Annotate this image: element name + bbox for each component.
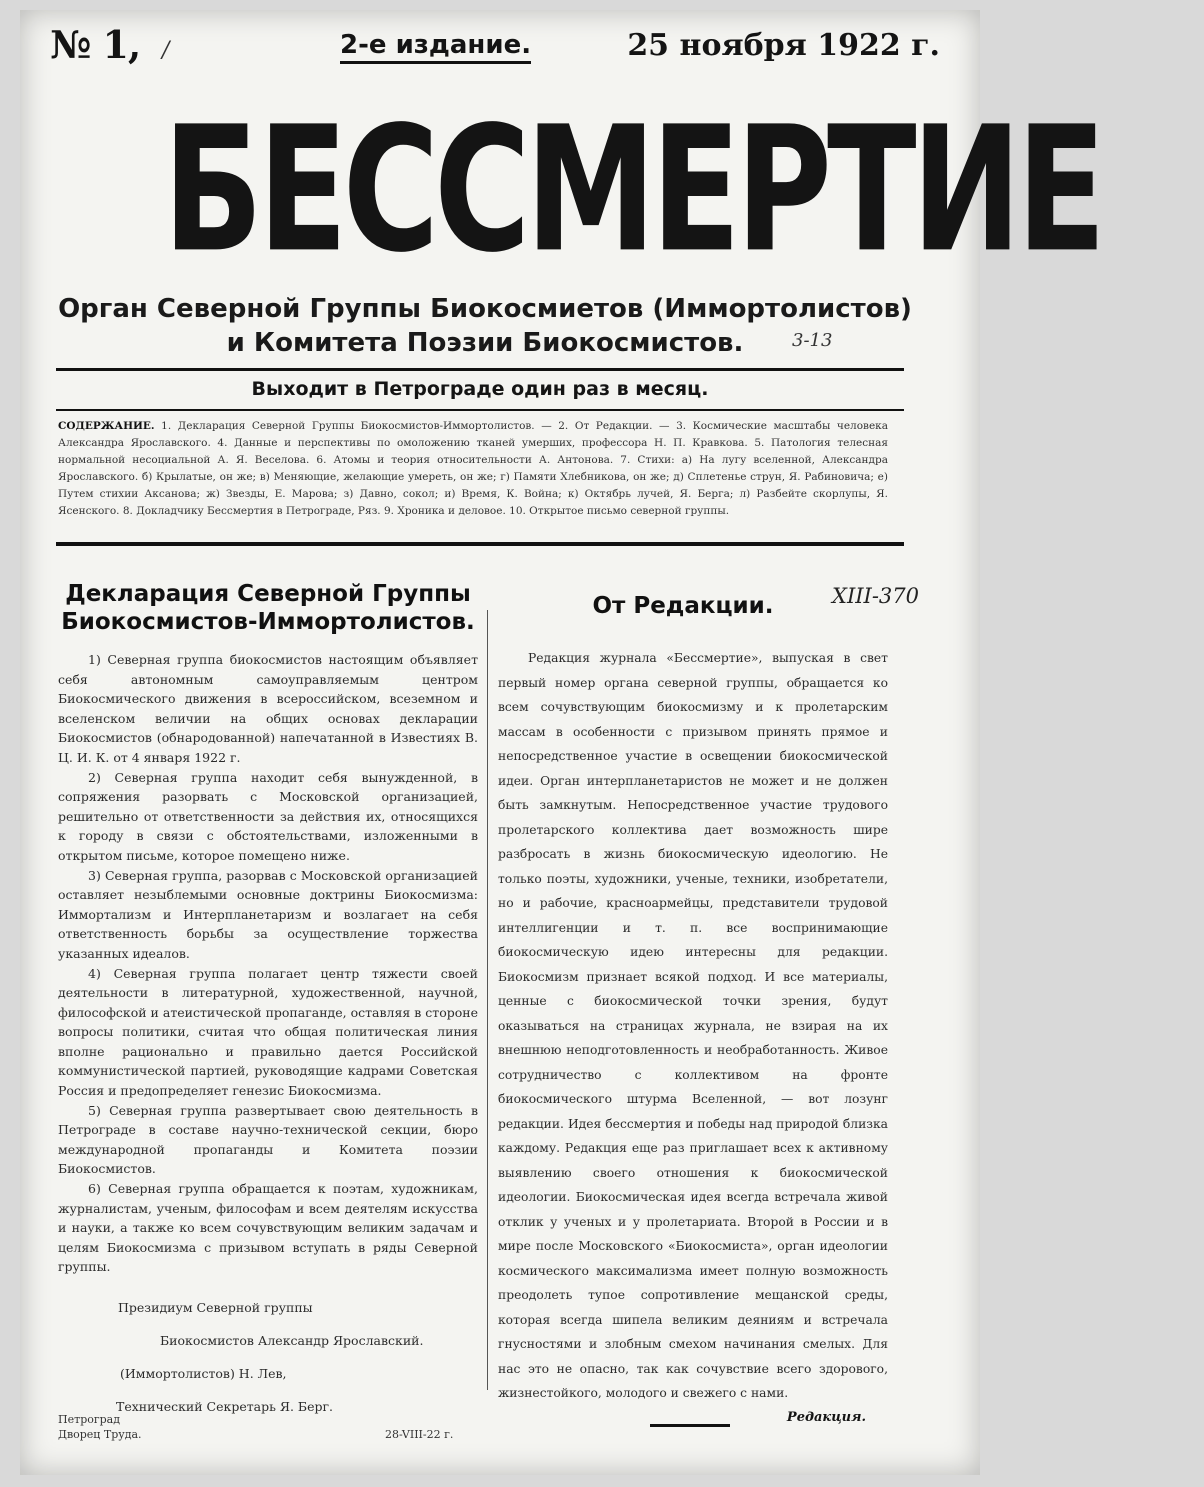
subtitle-line-2: и Комитета Поэзии Биокосмистов.	[226, 328, 744, 358]
imprint-venue: Дворец Труда.	[58, 1428, 142, 1441]
declaration-paragraph: 5) Северная группа развертывает свою деятельность в Петрограде в составе научно-технической секции, бюро международной пропаганды и Комитета поэзии Биокосмистов.	[58, 1102, 478, 1177]
column-divider	[487, 610, 488, 1390]
signature-line: (Иммортолистов) Н. Лев,	[120, 1366, 287, 1381]
subtitle-handwritten-mark: 3-13	[792, 330, 833, 351]
editorial-paragraph: Редакция журнала «Бессмертие», выпуская в свет первый номер органа северной группы, обращается ко всем сочувствующим биокосмизму и к пролетарским массам в особенности с призывом принять прямое и непосредственное участие в освещении биокосмической идеи. Орган интерпланетаристов не может и не должен быть замкнутым. Непосредственное участие трудового пролетарского коллектива дает возможность шире разбросать в жизнь биокосмическую идеологию. Не только поэты, художники, ученые, техники, изобретатели, но и рабочие, красноармейцы, представители трудовой интеллигенции и т. п. все воспринимающие биокосмическую идею интересны для редакции. Биокосмизм признает всякой подход. И все материалы, ценные с биокосмической точки зрения, будут оказываться на страницах журнала, не взирая на их внешнюю неподготовленность и необработанность. Живое сотрудничество с коллективом на фронте биокосмического штурма Вселенной, — вот лозунг редакции. Идея бессмертия и победы над природой близка каждому. Редакция еще раз приглашает всех к активному выявлению своего отношения к биокосмической идеологии. Биокосмическая идея всегда встречала живой отклик у ученых и у пролетариата. Второй в России и в мире после Московского «Биокосмиста», орган идеологии космического максимализма имеет полную возможность преодолеть тупое сопротивление мещанской среды, которая всегда шипела великим деяниям и встречала гнусностями и злобным смехом начинания смелых. Для нас это не опасно, так как сочувствие всего здорового, жизнестойкого, молодого и свежего с нами.	[498, 651, 888, 1400]
contents-text: 1. Декларация Северной Группы Биокосмистов-Иммортолистов. — 2. От Редакции. — 3. Космические масштабы человека Александра Ярославского. 4. Данные и перспективы по омоложению тканей умерших, профессора Н. П. Кравкова. 5. Патология телесная нормальной несоциальной А. Я. Веселова. 6. Атомы и теория относительности А. Антонова. 7. Стихи: а) На лугу вселенной, Александра Ярославского. б) Крылатые, он же; в) Меняющие, желающие умереть, он же; г) Памяти Хлебникова, он же; д) Сплетенье струн, Я. Рабиновича; е) Путем стихии Аксанова; ж) Звезды, Е. Марова; з) Давно, сокол; и) Время, К. Война; к) Октябрь лучей, Я. Берга; л) Разбейте скорлупы, Я. Ясенского. 8. Докладчику Бессмертия в Петрограде, Ряз. 9. Хроника и деловое. 10. Открытое письмо северной группы.	[58, 420, 888, 517]
editorial-heading: От Редакции.	[592, 593, 774, 619]
table-of-contents	[58, 418, 888, 538]
declaration-heading-line-2: Биокосмистов-Иммортолистов.	[61, 609, 475, 635]
masthead-title: БЕССМЕРТИЕ	[162, 88, 1102, 291]
declaration-paragraph: 1) Северная группа биокосмистов настоящим объявляет себя автономным самоуправляемым центром Биокосмического движения в всероссийском, всеземном и вселенском величии на общих основах декларации Биокосмистов (обнародованной) напечатанной в Известиях В. Ц. И. К. от 4 января 1922 г.	[58, 652, 478, 765]
rule-middle	[56, 409, 904, 411]
declaration-heading	[58, 580, 478, 636]
editorial-handwritten-mark: XIII-370	[832, 584, 920, 608]
contents-label: СОДЕРЖАНИЕ.	[58, 420, 155, 432]
editorial-signature: Редакция.	[786, 1409, 866, 1425]
imprint-city: Петроград	[58, 1413, 120, 1426]
masthead	[60, 82, 1102, 292]
publication-notice: Выходит в Петрограде один раз в месяц.	[251, 378, 709, 400]
declaration-signatures	[58, 1291, 478, 1423]
subtitle-line-1: Орган Северной Группы Биокосмиетов (Иммортолистов)	[58, 294, 912, 324]
end-rule	[650, 1424, 730, 1427]
edition-label: 2-е издание.	[340, 30, 531, 64]
newspaper-page	[20, 10, 1102, 1475]
declaration-paragraph: 2) Северная группа находит себя вынужденной, в сопряжения разорвать с Московской организацией, решительно от ответственности за действия их, относящихся к городу в связи с обстоятельствами, изложенными в открытом письме, которое помещено ниже.	[58, 769, 478, 863]
top-line	[50, 22, 940, 72]
issue-date: 25 ноября 1922 г.	[627, 28, 940, 63]
declaration-paragraph: 6) Северная группа обращается к поэтам, художникам, журналистам, ученым, философам и всем деятелям искусства и науки, а также ко всем сочувствующим великим задачам и целям Биокосмизма с призывом вступать в ряды Северной группы.	[58, 1181, 478, 1275]
issue-handwritten-mark: /	[162, 38, 170, 63]
imprint-place	[58, 1412, 142, 1442]
declaration-paragraph: 3) Северная группа, разорвав с Московской организацией оставляет незыблемыми основные доктрины Биокосмизма: Иммортализм и Интерпланетаризм и возлагает на себя ответственность борьбы за осуществление торжества указанных идеалов.	[58, 867, 478, 961]
declaration-paragraph: 4) Северная группа полагает центр тяжести своей деятельности в литературной, художественной, научной, философской и атеистической пропаганде, оставляя в стороне вопросы политики, считая что общая политическая линия вполне рационально и правильно дается Российской коммунистической партией, руководящие кадрами Советская Россия и предопределяет генезис Биокосмизма.	[58, 965, 478, 1099]
declaration-column	[58, 570, 478, 1414]
signature-line: Технический Секретарь Я. Берг.	[116, 1399, 334, 1414]
editorial-column	[498, 570, 888, 1425]
signature-line: Биокосмистов Александр Ярославский.	[160, 1333, 424, 1348]
signature-line: Президиум Северной группы	[118, 1300, 313, 1315]
rule-bottom	[56, 542, 904, 546]
imprint-date: 28-VIII-22 г.	[385, 1428, 454, 1441]
rule-top	[56, 368, 904, 371]
declaration-heading-line-1: Декларация Северной Группы	[65, 581, 471, 607]
issue-number: № 1,	[50, 22, 141, 67]
